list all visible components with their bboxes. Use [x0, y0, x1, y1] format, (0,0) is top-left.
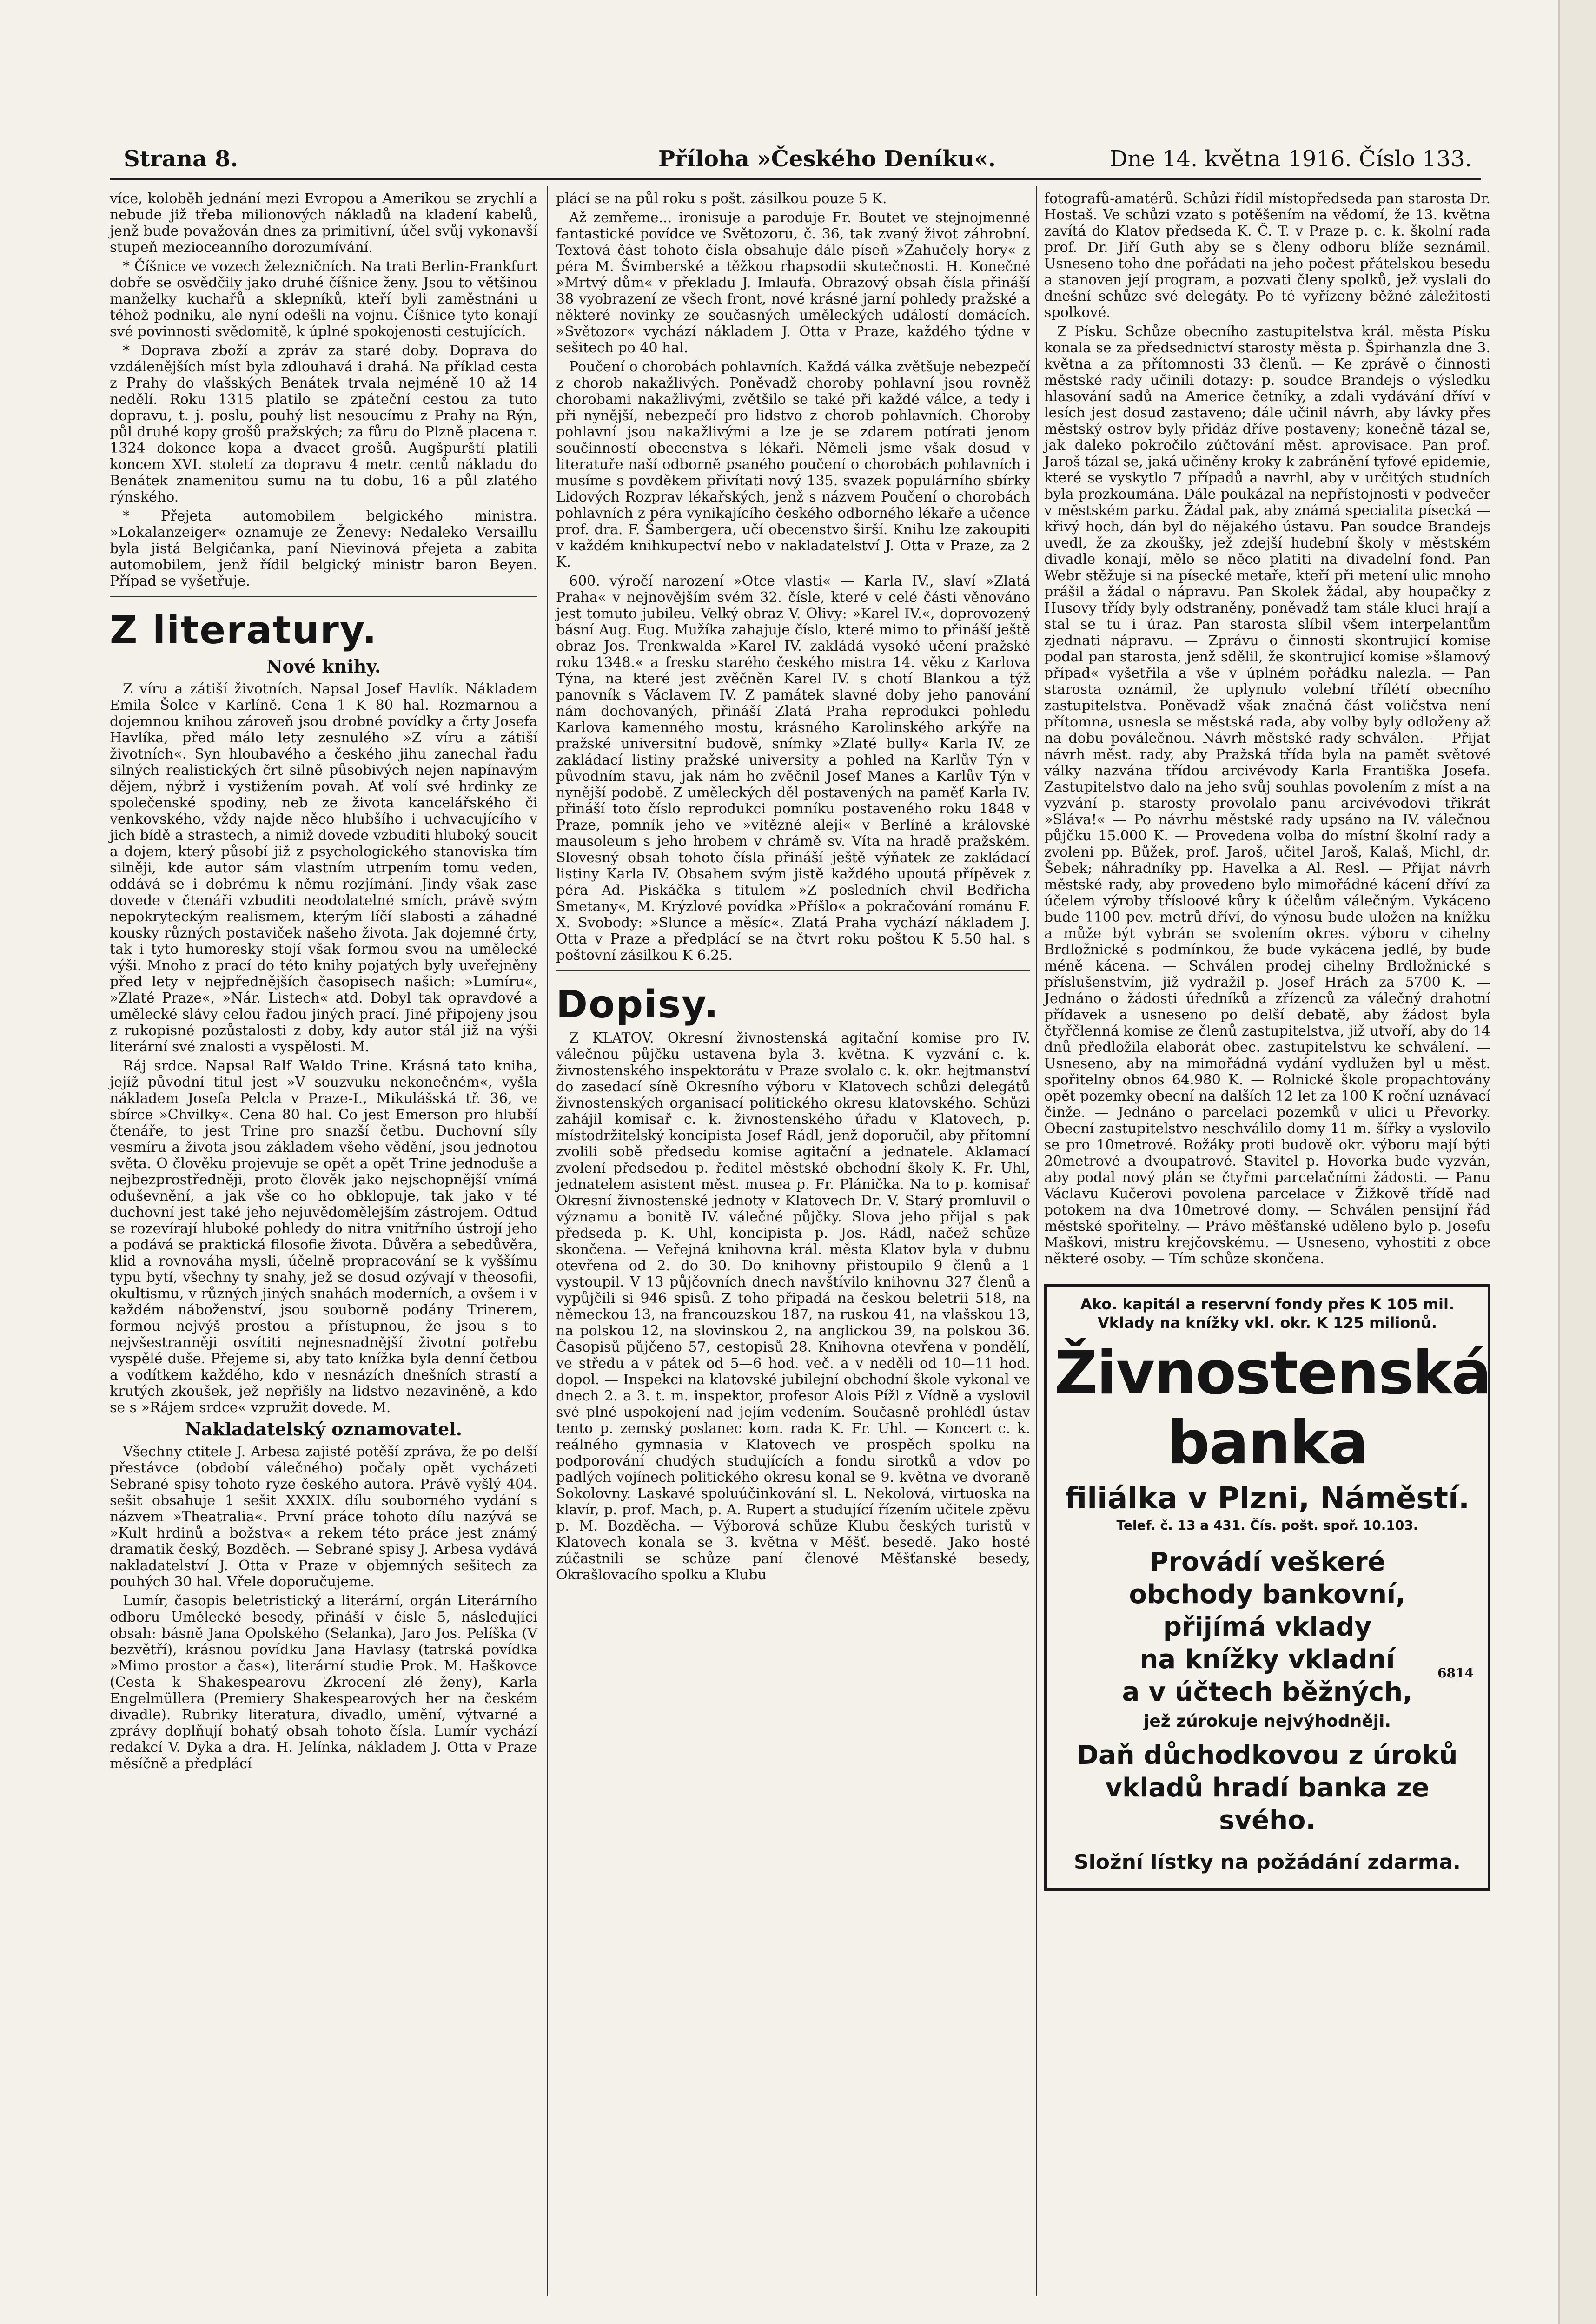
header-rule — [110, 178, 1481, 180]
ad-line: vkladů hradí banka ze svého. — [1105, 1773, 1430, 1835]
ad-line: jež zúrokuje nejvýhodněji. — [1143, 1712, 1391, 1731]
column-3 — [1044, 191, 1490, 1891]
column-1 — [110, 191, 537, 1775]
section-title-literature: Z literatury. — [110, 608, 377, 653]
news-item: * Číšnice ve vozech železničních. Na trati Berlin-Frankfurt dobře se osvědčily jako druhé číšnice ženy. Jsou to většinou manželky kuchařů a sklepníků, kteří byli zaměstnáni u téhož podniku, ale nyní odešli na vojnu. Číšnice tyto konají své povinnosti svědomitě, k úplné spokojenosti cestujících. — [110, 258, 537, 340]
article-paragraph: více, koloběh jednání mezi Evropou a Amerikou se zrychlí a nebude již třeba milionových nákladů na kladení kabelů, jenž bude považován dnes za primitivní, účel svůj vykonavší stupeň mezioceanního dorozumívání. — [110, 191, 537, 256]
ad-branch: filiálka v Plzni, Náměstí. — [1065, 1481, 1470, 1516]
ad-capital-line: Ako. kapitál a reservní fondy přes K 105 mil. — [1080, 1295, 1455, 1313]
publisher-notice: Lumír, časopis beletristický a literární, orgán Literárního odboru Umělecké besedy, přináší v čísle 5, následující obsah: básně Jana Opolského (Selanka), Jaro Jos. Pelíška (V bezvětří), krásnou povídku Jana Havlasy (tatrská povídka »Mimo prostor a čas«), literární studie Prok. M. Haškovce (Cesta k Shakespearovu Zkrocení zlé ženy), Karla Engelmüllera (Premiery Shakespearových her na českém divadle). Rubriky literatura, divadlo, umění, výtvarné a zprávy doplňují bohatý obsah tohoto čísla. Lumír vychází redakcí V. Dyka a dra. H. Jelínka, nákladem J. Otta v Praze měsíčně a předplácí — [110, 1593, 537, 1772]
adjacent-page-edge — [1558, 0, 1596, 2324]
book-review: Z víru a zátiší životních. Napsal Josef Havlík. Nákladem Emila Šolce v Karlíně. Cena 1 K 80 hal. Rozmarnou a dojemnou knihou zároveň jsou drobné povídky a črty Josefa Havlíka, před málo lety zesnulého »Z víru a zátiší životních«. Syn hloubavého a českého jihu zanechal řadu silných realistických črt silně působivých nejen napínavým dějem, nýbrž i vystižením povah. Ať volí své hrdinky ze společenské spodiny, neb ze života kancelářského či venkovského, vždy najde něco hlubšího i uchvacujícího v jich bídě a strastech, a nimiž dovede vzbuditi hluboký soucit a dojem, který působí již z psychologického stanoviska tím silněji, kde autor sám vlastním utrpením tomu veden, oddává se i dobrému k němu rozjímání. Jindy však zase dovede v čtenáři vzbuditi neodolatelné smích, právě svým nepokryteckým realismem, kterým líčí slabosti a záhadné kousky různých postaviček našeho života. Jak dojemné črty, tak i tyto humoresky stojí však formou svou na umělecké výši. Mnoho z prací do této knihy pojatých byly uveřejněny před lety v nejpřednějších časopisech našich: »Lumíru«, »Zlaté Praze«, »Nár. Listech« atd. Dobyl tak opravdové a umělecké slávy celou řadou jiných prací. Jiné připojeny jsou z rukopisné pozůstalosti z doby, kdy autor stál již na výši literární své znalosti a vyspělosti. M. — [110, 681, 537, 1055]
publisher-notice: 600. výročí narození »Otce vlasti« — Karla IV., slaví »Zlatá Praha« v nejnovějším svém 32. čísle, které v celé části věnováno jest tomuto jubileu. Velký obraz V. Olivy: »Karel IV.«, doprovozený básní Aug. Eug. Mužíka zahajuje číslo, které mimo to přináší ještě obraz Jos. Trenkwalda »Karel IV. zakládá vysoké učení pražské roku 1348.« a fresku starého českého mistra 14. věku z Karlova Týna, na které jest zvěčněn Karel IV. s chotí Blankou a týž panovník s Václavem IV. Z památek slavné doby jeho panování nám dochovaných, přináší Zlatá Praha reprodukci pohledu Karlova kamenného mostu, krásného Karolinského arkýře na pražské universitní budově, snímky »Zlaté bully« Karla IV. ze zakládací listiny pražské university a pohled na Karlův Týn v původním stavu, jak nám ho zvěčnil Josef Manes a Karlův Týn v nynější podobě. Z uměleckých děl postavených na paměť Karla IV. přináší toto číslo reprodukci pomníku postaveného roku 1848 v Praze, pomník jeho ve »vítězné aleji« v Berlíně a královské mausoleum s jeho hrobem v chrámě sv. Víta na hradě pražském. Slovesný obsah tohoto čísla přináší ještě výňatek ze zakládací listiny Karla IV. Obsahem svým jistě každého upoutá přípěvek z péra Ad. Piskáčka s titulem »Z posledních chvil Bedřicha Smetany«, M. Krýzlové povídka »Příšlo« a pokračování románu F. X. Svobody: »Slunce a měsíc«. Zlatá Praha vychází nákladem J. Otta v Praze a předplácí se na čtvrt roku poštou K 5.50 hal. s poštovní zásilkou K 6.25. — [556, 573, 1030, 964]
ad-footer: Složní lístky na požádání zdarma. — [1073, 1850, 1461, 1874]
ad-line: přijímá vklady — [1163, 1612, 1372, 1642]
article-paragraph: fotografů-amatérů. Schůzi řídil místopředseda pan starosta Dr. Hostaš. Ve schůzi vzato s potěšením na vědomí, že 13. května zavítá do Klatov předseda K. Č. T. v Praze p. c. k. školní rada prof. Dr. Jiří Guth aby se s členy odboru blíže seznámil. Usneseno toho dne pořádati na jeho počest přátelskou besedu a stanoven její program, a pozvati členy spolků, jež vyslali do dnešní schůze své delegáty. Po té vyřízeny běžné záležitosti spolkové. — [1044, 191, 1490, 321]
publisher-notice: Až zemřeme... ironisuje a paroduje Fr. Boutet ve stejnojmenné fantastické povídce ve Světozoru, č. 36, tak zvaný život záhrobní. Textová část tohoto čísla obsahuje dále píseň »Zahučely hory« z péra M. Švimberské a těžkou rhapsodii skutečnosti. H. Konečné »Mrtvý dům« v překladu J. Imlaufa. Obrazový obsah čísla přináší 38 vyobrazení ze všech front, nové krásné jarní pohledy pražské a některé novinky ze současných uměleckých událostí domácích. »Světozor« vychází nákladem J. Otta v Praze, každého týdne v sešitech po 40 hal. — [556, 210, 1030, 356]
section-title-letters: Dopisy. — [556, 983, 720, 1027]
ad-bank-name: Živnostenská banka — [1054, 1339, 1491, 1478]
section-rule — [556, 970, 1030, 971]
letter-report: Z Písku. Schůze obecního zastupitelstva král. města Písku konala se za předsednictví starosty města p. Špirhanzla dne 3. května a za přítomnosti 33 členů. — Ke zprávě o činnosti městské rady učinili dotazy: p. soudce Brandejs o výsledku hlasování sadů na Americe četníky, a zdali vydávání dříví v lesích jest dosud zastaveno; dále učinil návrh, aby lávky přes městský ostrov byly přidáz dříve postaveny; konečně tázal se, jak daleko pokročilo zúčtování měst. aprovisace. Pan prof. Jaroš tázal se, jaká učiněny kroky k zabránění tyfové epidemie, které se vyskytlo 7 případů a navrhl, aby v určitých studních byla prozkoumána. Dále poukázal na nepřístojnosti v podvečer v městském parku. Žádal pak, aby známá specialita písecká — křivý hoch, dán byl do nějakého ústavu. Pan soudce Brandejs uvedl, že za zkoušky, jež zdejší hudební školy v městském divadle konají, mělo se něco platiti na divadelní fond. Pan Webr stěžuje si na písecké metaře, kteří při metení ulic mnoho prášil a žádal o nápravu. Pan Skolek žádal, aby houpačky z Husovy třídy byly odstraněny, poněvadž tam stále kluci hrají a stal se tu i úraz. Pan starosta slíbil všem interpelantům zjednati nápravu. — Zprávu o činnosti skontrujicí komise podal pan starosta, jenž sdělil, že skontrujicí komise »šlamový případ« vyšetřila a vše v úplném pořádku nalezla. — Pan starosta oznámil, že uplynulo volební třílétí obecního zastupitelstva. Poněvadž však značná část voličstva není přítomna, usnesla se městská rada, aby volby byly odloženy až na dobu poválečnou. Návrh městské rady schválen. — Přijat návrh měst. rady, aby Pražská třída byla na pamět světové války nazvána třídou arcivévody Karla Františka Josefa. Zastupitelstvo dalo na jeho svůj souhlas povolením z míst a na vyzvání p. starosty provolalo panu arcivévodovi třikrát »Sláva!« — Po návrhu městské rady upsáno na IV. válečnou půjčku 15.000 K. — Provedena volba do místní školní rady a zvoleni pp. Bůžek, prof. Jaroš, učitel Jaroš, Kalaš, Michl, dr. Šebek; náhradníky pp. Havelka a Al. Resl. — Přijat návrh městské rady, aby provedeno bylo mimořádné kácení dříví za účelem výroby třísloové kůry k účelům válečným. Vykáceno bude 1100 pev. metrů dříví, do výnosu bude uložen na knížku a může být vybrán se svolením okres. výboru v cihelny Brdložnické s podmínkou, že bude vykácena jedlé, by bude méně kácena. — Schválen prodej cihelny Brdložnické s příslušenstvím, již vydražil p. Josef Hrách za 5700 K. — Jednáno o žádosti úředníků a zřízenců za válečný drahotní přídavek a usneseno po delší debatě, aby žádost byla čtyřčlenná komise ze členů zastupitelstva, již utvoří, aby do 14 dnů předložila elaborát obec. zastupitelstvu ke schválení. — Usneseno, aby na mimořádná vydání vydlužen byl u měst. spořitelny obnos 64.980 K. — Rolnické škole propachtovány opět pozemky obecní na dalších 12 let za 100 K roční uznávací činže. — Jednáno o parcelaci pozemků v ulici u Převorky. Obecní zastupitelstvo neschválilo domy 11 m. šířky a vyslovilo se pro 10metrové. Rožáky proti budově okr. výboru mají býti 20metrové a dvoupatrové. Stavitel p. Hovorka bude vyzván, aby podal nový plán se čtyřmi parcelačními žádosti. — Panu Václavu Kučerovi povolena parcelace v Žižkově třídě nad potokem na dva 10metrové domy. — Schválen pensijní řád městské spořitelny. — Právo měšťanské uděleno bylo p. Josefu Maškovi, mistru krejčovskému. — Usneseno, vyhostiti z obce některé osoby. — Tím schůze skončena. — [1044, 324, 1490, 1267]
publisher-notice: Poučení o chorobách pohlavních. Každá válka zvětšuje nebezpečí z chorob nakažlivých. Poněvadž choroby pohlavní jsou rovněž chorobami nakažlivými, zvětšilo se také při každé válce, a tedy i při nynější, nebezpečí pro lidstvo z chorob pohlavních. Choroby pohlavní jsou nakažlivými a lze je se zdarem potírati jenom součinností obecenstva s lékaři. Němeli jsme však dosud v literatuře naší odborně psaného poučení o chorobách pohlavních i musíme s povděkem přivítati nový 135. svazek populárního sbírky Lidových Rozprav lékařských, jenž s názvem Poučení o chorobách pohlavních z péra vynikajícího českého odborného lékaře a učence prof. dra. F. Šambergera, učí obecenstvo širší. Knihu lze zakoupiti v každém knihkupectví nebo v nakladatelství J. Otta v Praze, za 2 K. — [556, 359, 1030, 570]
section-rule — [110, 596, 537, 597]
ad-line: a v účtech běžných, — [1122, 1677, 1413, 1707]
ad-line: na knížky vkladní — [1139, 1644, 1395, 1675]
page-header — [110, 139, 1481, 177]
supplement-title: Příloha »Českého Deníku«. — [658, 146, 996, 172]
subsection-title: Nové knihy. — [266, 656, 381, 677]
news-item: * Doprava zboží a zpráv za staré doby. Doprava do vzdálenějších míst byla zdlouhavá i drahá. Na příklad cesta z Prahy do vlašských Benátek trvala nejméně 10 až 14 nedělí. Roku 1315 platilo se zpáteční cestou za tuto dopravu, t. j. poslu, pouhý list nesoucímu z Prahy na Rýn, půl druhé kopy grošů pražských; za fůru do Plzně placena r. 1324 dokonce kopa a dvacet grošů. Augšpurští platili koncem XVI. století za dopravu 4 metr. centů nákladu do Benátek znamenitou sumu na tu dobu, 16 a půl zlatého rýnského. — [110, 343, 537, 505]
column-divider — [1036, 186, 1037, 2296]
ad-deposits-line: Vklady na knížky vkl. okr. K 125 milionů. — [1098, 1314, 1437, 1332]
subsection-title: Nakladatelský oznamovatel. — [185, 1419, 462, 1439]
ad-line: obchody bankovní, — [1129, 1579, 1406, 1610]
column-2 — [556, 191, 1030, 1586]
ad-line: Provádí veškeré — [1149, 1547, 1385, 1577]
ad-phone: Telef. č. 13 a 431. Čís. pošt. spoř. 10.103. — [1116, 1518, 1418, 1533]
page-number: Strana 8. — [124, 146, 238, 172]
ad-code: 6814 — [1437, 1665, 1474, 1681]
ad-line: Daň důchodkovou z úroků — [1077, 1740, 1458, 1770]
column-divider — [547, 186, 548, 2296]
news-item: * Přejeta automobilem belgického ministra. »Lokalanzeiger« oznamuje ze Ženevy: Nedaleko Versaillu byla jistá Belgičanka, paní Nievinová přejeta a zabita automobilem, jenž řídil belgický ministr baron Beyen. Případ se vyšetřuje. — [110, 508, 537, 589]
issue-date: Dne 14. května 1916. Číslo 133. — [1109, 146, 1472, 172]
book-review: Ráj srdce. Napsal Ralf Waldo Trine. Krásná tato kniha, jejíž původní titul jest »V souzvuku nekonečném«, vyšla nákladem Josefa Pelcla v Praze-I., Mikulášská tř. 36, ve sbírce »Chvilky«. Cena 80 hal. Co jest Emerson pro hlubší čtenáře, to jest Trine pro snazší četbu. Duchovní síly vesmíru a života jsou základem všeho vědění, jsou jednotou světa. O člověku projevuje se opět a opět Trine jednoduše a nejbezprostředněji, proto člověk jako nejschopnější vnímá oduševnění, a jak vše co ho obklopuje, tak jako v té duchovní jest také jeho nejuvědomělejším zástrojem. Odtud se rozevírají hluboké pohledy do nitra vnitřního ústrojí jeho a podává se praktická filosofie života. Důvěra a sebedůvěra, klid a rovnováha mysli, účelně propracování se k vyššímu typu bytí, všechny ty snahy, jež se dosud ozývají v theosofii, okultismu, v různých jiných snahách moderních, a ovšem i v každém náboženství, jsou souborně podány Trinerem, formou nejvýš prostou a přístupnou, že jsou s to nejvšestranněji osvítiti nejnesnadnější životní potřebu vyspělé duše. Přejeme si, aby tato knížka byla denní četbou a vodítkem každého, kdo v nesnázích dnešních strastí a krutých zkoušek, jež nepřišly na lidstvo nezaviněně, a kdo se s »Rájem srdce« vzpružit dovede. M. — [110, 1058, 537, 1416]
publisher-notice: Všechny ctitele J. Arbesa zajisté potěší zpráva, že po delší přestávce (období válečného) počaly opět vycházeti Sebrané spisy tohoto ryze českého autora. Právě vyšlý 404. sešit obsahuje 1 sešit XXXIX. dílu souborného vydání s názvem »Theatralia«. První práce tohoto dílu nazývá se »Kult hrdinů a božstva« a rekem této práce jest známý dramatik český, Bozděch. — Sebrané spisy J. Arbesa vydává nakladatelství J. Otta v Praze v objemných sešitech za pouhých 30 hal. Vřele doporučujeme. — [110, 1444, 537, 1590]
letter-report: Z KLATOV. Okresní živnostenská agitační komise pro IV. válečnou půjčku ustavena byla 3. května. K vyzvání c. k. živnostenského inspektorátu v Praze svolalo c. k. okr. hejtmanství do zasedací síně Okresního výboru v Klatovech schůzi delegátů živnostenských organisací politického okresu klatovského. Schůzi zahájil komisař c. k. živnostenského úřadu v Klatovech, p. místodržitelský koncipista Josef Rádl, jenž doporučil, aby přítomní zvolili sobě předsedu komise agitační a jednatele. Aklamací zvolení předsedou p. ředitel městské obchodní školy K. Fr. Uhl, jednatelem asistent měst. musea p. Fr. Plánička. Na to p. komisař Okresní živnostenské jednoty v Klatovech Dr. V. Starý promluvil o významu a bonitě IV. válečné půjčky. Slova jeho přijal s pak předseda p. K. Uhl, koncipista p. Jos. Rádl, načež schůze skončena. — Veřejná knihovna král. města Klatov byla v dubnu otevřena od 2. do 30. Do knihovny přistoupilo 9 členů a 1 vystoupil. V 13 půjčovních dnech navštívilo knihovnu 327 členů a vypůjčili si 946 spisů. Z toho připadá na českou beletrii 518, na německou 13, na francouzskou 187, na ruskou 41, na vlašskou 13, na polskou 12, na slovinskou 2, na anglickou 39, na polskou 36. Časopisů půjčeno 57, cestopisů 28. Knihovna otevřena v pondělí, ve středu a v pátek od 5—6 hod. več. a v neděli od 10—11 hod. dopol. — Inspekci na klatovské jubilejní obchodní škole vykonal ve dnech 2. a 3. t. m. inspektor, profesor Alois Pížl z Vídně a vyslovil své plné uspokojení nad jejím vedením. Současně prohlédl ústav tento p. zemský poslanec kom. rada K. Fr. Uhl. — Koncert c. k. reálného gymnasia v Klatovech ve prospěch spolku na podporování chudých studujících a fondu sirotků a vdov po padlých vojínech politického okresu konal se 9. května ve dvoraně Sokolovny. Laskavé spoluúčinkování sl. L. Nekolová, virtuoska na klavír, p. prof. Mach, p. A. Rupert a studující řízením učitele zpěvu p. M. Bozděcha. — Výborová schůze Klubu českých turistů v Klatovech konala se 3. května v Měšť. besedě. Jako hosté zúčastnili se schůze paní členové Měšťanské besedy, Okrašlovacího spolku a Klubu — [556, 1030, 1030, 1583]
bank-advertisement — [1044, 1284, 1490, 1891]
article-paragraph: plácí se na půl roku s pošt. zásilkou pouze 5 K. — [556, 191, 887, 207]
